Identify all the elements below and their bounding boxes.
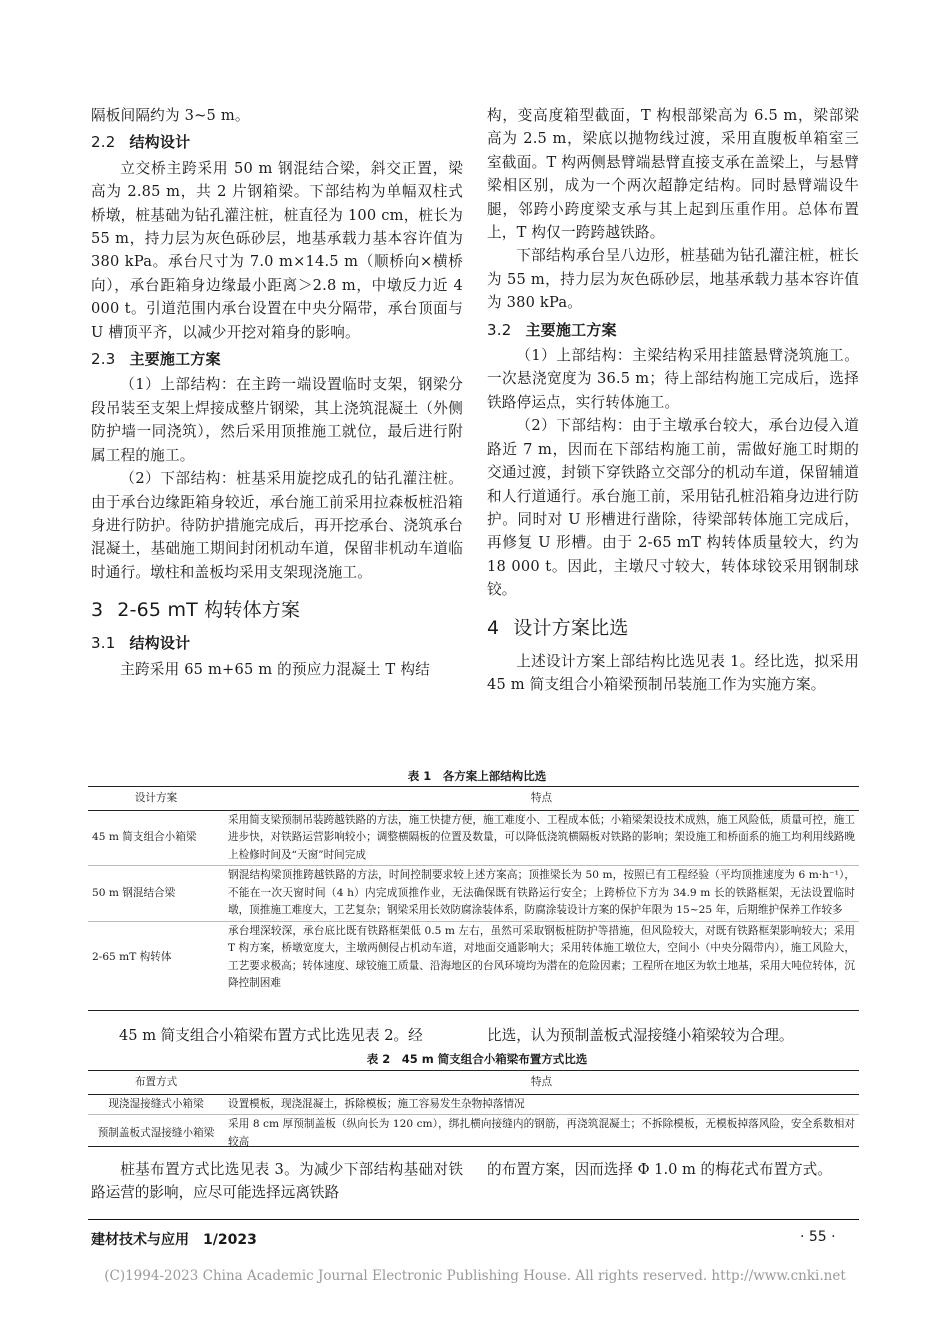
table-cell-scheme: 50 m 钢混结合梁	[88, 866, 224, 922]
table-1	[88, 788, 859, 994]
table-2	[88, 1072, 859, 1152]
journal-name: 建材技术与应用 1/2023	[91, 1232, 257, 1248]
table-cell-features: 采用简支梁预制吊装跨越铁路的方法，施工快捷方便，施工难度小、工程成本低；小箱梁架设技术成熟，施工风险低，质量可控，施工进步快，对铁路运营影响较小；调整横隔板的位置及数量，可以降低浇筑横隔板对铁路的影响；架设施工和桥面系的施工均利用线路晚上检修时间及“天窗”时间完成	[224, 810, 859, 866]
right-column	[487, 104, 859, 696]
paragraph: 构，变高度箱型截面，T 构根部梁高为 6.5 m，梁部梁高为 2.5 m，梁底以抛物线过渡，采用直腹板单箱室三室截面。T 构两侧悬臂端悬臂直接支承在盖梁上，与悬臂梁相区别，成为一个两次超静定结构。同时悬臂端设牛腿，邻跨小跨度梁支承与其上起到压重作用。总体布置上，T 构仅一跨跨越铁路。	[487, 107, 859, 242]
table-cell-features: 承台埋深较深，承台底比既有铁路框架低 0.5 m 左右，虽然可采取钢板桩防护等措施，但风险较大，对既有铁路框架影响较大；采用 T 构方案，桥墩宽度大，主墩两侧侵占机动车道，对地面交通影响大；采用转体施工墩位大，空间小（中央分隔带内），施工风险大，工艺要求极高；转体速度、球铰施工质量、沿海地区的台风环境均为潜在的危险因素；工程所在地区为软土地基，采用大吨位转体，沉降控制困难	[228, 924, 855, 989]
paragraph: （1）上部结构：主梁结构采用挂篮悬臂浇筑施工。一次悬浇宽度为 36.5 m；待上部结构施工完成后，选择铁路停运点，实行转体施工。	[487, 347, 859, 411]
table-header-row	[88, 788, 859, 810]
table-cell-scheme: 现浇湿接缝式小箱梁	[88, 1094, 224, 1115]
table-1-bottom-rule	[88, 1010, 859, 1011]
table-cell-scheme: 2-65 mT 构转体	[92, 950, 172, 963]
paragraph: （2）下部结构：由于主墩承台较大，承台边侵入道路近 7 m，因而在下部结构施工前，需做好施工时期的交通过渡，封锁下穿铁路立交部分的机动车道，保留辅道和人行道通行。承台施工前，采用钻孔桩沿箱身边进行防护。同时对 U 形槽进行凿除，待梁部转体施工完成后，再修复 U 形槽。由于 2-65 mT 构转体质量较大，约为 18 000 t。因此，主墩尺寸较大，转体球铰采用钢制球铰。	[487, 417, 859, 599]
paragraph-right: 比选，认为预制盖板式湿接缝小箱梁较为合理。	[487, 1027, 794, 1044]
column-header: 特点	[224, 788, 859, 810]
table-1-caption: 表 1 各方案上部结构比选	[407, 769, 547, 783]
paragraph: 主跨采用 65 m+65 m 的预应力混凝土 T 构结	[120, 660, 430, 678]
section-heading-3-2: 3.2 主要施工方案	[487, 320, 617, 339]
paragraph: （1）上部结构：在主跨一端设置临时支架，钢梁分段吊装至支架上焊接成整片钢梁，其上浇筑混凝土（外侧防护墙一同浇筑），然后采用顶推施工就位，最后进行附属工程的施工。	[91, 376, 463, 464]
footer-rule	[88, 1219, 859, 1220]
section-heading-3-1: 3.1 结构设计	[91, 634, 191, 653]
section-heading-2-3: 2.3 主要施工方案	[91, 350, 221, 369]
table-cell-features: 设置模板，现浇混凝土，拆除模板；施工容易发生杂物掉落情况	[224, 1094, 859, 1115]
table-row	[88, 810, 859, 866]
page-number: · 55 ·	[800, 1229, 836, 1245]
table-cell-scheme: 45 m 简支组合小箱梁	[88, 810, 224, 866]
paragraph: （2）下部结构：桩基采用旋挖成孔的钻孔灌注桩。由于承台边缘距箱身较近，承台施工前采用拉森板桩沿箱身进行防护。待防护措施完成后，再开挖承台、浇筑承台混凝土，基础施工期间封闭机动车道，保留非机动车道临时通行。墩柱和盖板均采用支架现浇施工。	[91, 470, 463, 581]
table-2-top-rule	[88, 1070, 859, 1071]
paragraph: 隔板间隔约为 3~5 m。	[91, 107, 250, 124]
column-header: 特点	[224, 1072, 859, 1094]
table-row	[88, 866, 859, 922]
paragraph: 上述设计方案上部结构比选见表 1。经比选，拟采用 45 m 简支组合小箱梁预制吊装施工作为实施方案。	[487, 652, 859, 693]
table-row	[88, 921, 859, 994]
table-2-bottom-rule	[88, 1146, 859, 1147]
table-header-row	[88, 1072, 859, 1094]
column-header: 布置方式	[88, 1072, 224, 1094]
table-cell-features: 钢混结构梁顶推跨越铁路的方法，时间控制要求较上述方案高；顶推梁长为 50 m，按照已有工程经验（平均顶推速度为 6 m·h⁻¹），不能在一次天窗时间（4 h）内完成顶推作业，无法确保既有铁路运行安全；上跨桥位下方为 34.9 m 长的铁路框架，无法设置临时墩，顶推施工难度大，工艺复杂；钢梁采用长效防腐涂装体系，防腐涂装设计方案的保护年限为 15~25 年，后期维护保养工作较多	[224, 866, 859, 922]
paragraph: 立交桥主跨采用 50 m 钢混结合梁，斜交正置，梁高为 2.85 m，共 2 片钢箱梁。下部结构为单幅双柱式桥墩，桩基础为钻孔灌注桩，桩直径为 100 cm，桩长为 55 m，持力层为灰色砾砂层，地基承载力基本容许值为 380 kPa。承台尺寸为 7.0 m×14.5 m（顺桥向×横桥向），承台距箱身边缘最小距离＞2.8 m，中墩反力近 4 000 t。引道范围内承台设置在中央分隔带，承台顶面与 U 槽顶平齐，以减少开挖对箱身的影响。	[91, 159, 463, 341]
paragraph-left: 桩基布置方式比选见表 3。为减少下部结构基础对铁路运营的影响，应尽可能选择远离铁路	[91, 1161, 463, 1202]
table-row	[88, 1094, 859, 1115]
section-heading-2-2: 2.2 结构设计	[91, 133, 191, 152]
paragraph-left: 45 m 简支组合小箱梁布置方式比选见表 2。经	[119, 1027, 423, 1044]
table-1-top-rule	[88, 786, 859, 787]
copyright-watermark: (C)1994-2023 China Academic Journal Electronic Publishing House. All rights reserved. http://www.cnki.net	[104, 1268, 846, 1284]
table-2-caption: 表 2 45 m 简支组合小箱梁布置方式比选	[366, 1052, 588, 1066]
column-header: 设计方案	[88, 788, 224, 810]
table-cell-features: 采用 8 cm 厚预制盖板（纵向长为 120 cm），绑扎横向接缝内的钢筋，再浇筑混凝土；不拆除模板，无模板掉落风险，安全系数相对较高	[228, 1118, 855, 1148]
left-column	[91, 104, 463, 681]
section-heading-4: 4 设计方案比选	[487, 616, 629, 639]
table-cell-scheme: 预制盖板式湿接缝小箱梁	[97, 1126, 215, 1139]
section-heading-3: 3 2-65 mT 构转体方案	[91, 599, 301, 622]
paragraph: 下部结构承台呈八边形，桩基础为钻孔灌注桩，桩长为 55 m，持力层为灰色砾砂层，地基承载力基本容许值为 380 kPa。	[487, 247, 859, 312]
paragraph-right: 的布置方案，因而选择 Φ 1.0 m 的梅花式布置方式。	[487, 1161, 832, 1178]
